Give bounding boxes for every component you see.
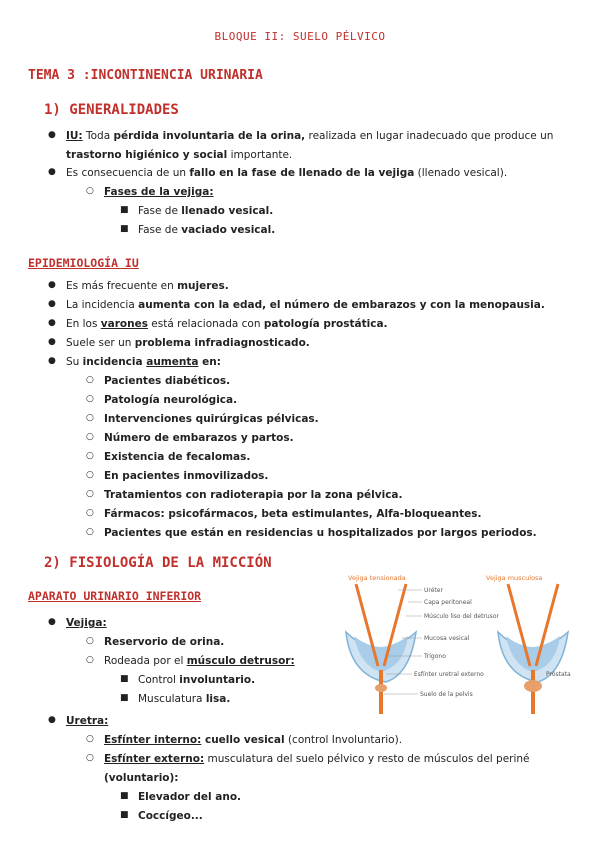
bullet-circle: ○ (86, 186, 94, 196)
figure-right-label: Vejiga musculosa (486, 574, 543, 582)
epi-item: Pacientes que están en residencias u hospitalizados por largos periodos. (104, 527, 537, 539)
epi-item: Fármacos: psicofármacos, beta estimulantes, Alfa-bloqueantes. (104, 508, 482, 520)
fase-vaciado: Fase de vaciado vesical. (138, 224, 276, 236)
epi-item: Existencia de fecalomas. (104, 451, 251, 463)
consecuencia-line: Es consecuencia de un fallo en la fase de llenado de la vejiga (llenado vesical). (66, 167, 508, 179)
figure-label: Capa peritoneal (424, 599, 472, 606)
bullet-circle: ○ (86, 413, 94, 423)
vejiga-reservorio: Reservorio de orina. (104, 636, 225, 648)
bullet-square: ■ (120, 205, 129, 215)
bullet-square: ■ (120, 693, 129, 703)
bullet-circle: ○ (86, 375, 94, 385)
bullet-circle: ○ (86, 734, 94, 744)
figure-left-label: Vejiga tensionada (348, 574, 406, 582)
figure-label: Trígono (424, 653, 446, 660)
bullet-circle: ○ (86, 527, 94, 537)
musculatura-lisa: Musculatura lisa. (138, 693, 231, 705)
bullet-square: ■ (120, 674, 129, 684)
bladder-anatomy-figure (338, 570, 578, 720)
bullet-dot: ● (48, 318, 56, 328)
bullet-dot: ● (48, 280, 56, 290)
bullet-dot: ● (48, 130, 56, 140)
epi-line-3: En los varones está relacionada con patología prostática. (66, 318, 388, 330)
bullet-circle: ○ (86, 394, 94, 404)
epi-line-4: Suele ser un problema infradiagnosticado. (66, 337, 310, 349)
epi-item: En pacientes inmovilizados. (104, 470, 269, 482)
bullet-circle: ○ (86, 655, 94, 665)
bullet-dot: ● (48, 617, 56, 627)
bullet-square: ■ (120, 224, 129, 234)
epi-line-2: La incidencia aumenta con la edad, el número de embarazos y con la menopausia. (66, 299, 545, 311)
epi-item: Tratamientos con radioterapia por la zona pélvica. (104, 489, 403, 501)
bullet-circle: ○ (86, 470, 94, 480)
epi-line-5: Su incidencia aumenta en: (66, 356, 221, 368)
epi-item: Intervenciones quirúrgicas pélvicas. (104, 413, 319, 425)
uretra-label: Uretra: (66, 715, 109, 727)
elevador-ano: Elevador del ano. (138, 791, 242, 803)
right-prostate (524, 680, 542, 692)
epi-item: Número de embarazos y partos. (104, 432, 294, 444)
figure-label: Músculo liso del detrusor (424, 613, 499, 620)
control-involuntario: Control involuntario. (138, 674, 256, 686)
bullet-square: ■ (120, 810, 129, 820)
figure-side-label: Próstata (546, 671, 571, 678)
esfinter-interno: Esfínter interno: cuello vesical (control Involuntario). (104, 734, 403, 746)
page-header-title: BLOQUE II: SUELO PÉLVICO (214, 30, 386, 43)
bullet-dot: ● (48, 715, 56, 725)
tema-title: TEMA 3 :INCONTINENCIA URINARIA (28, 68, 263, 83)
bullet-circle: ○ (86, 432, 94, 442)
epidemiologia-title: EPIDEMIOLOGÍA IU (28, 256, 139, 270)
bullet-dot: ● (48, 299, 56, 309)
esfinter-externo-cont: (voluntario): (104, 772, 179, 784)
left-sphincter (375, 684, 387, 692)
coccigeo: Coccígeo... (138, 810, 203, 822)
iu-definition: IU: Toda pérdida involuntaria de la orina, realizada en lugar inadecuado que produce un (66, 130, 554, 142)
bullet-circle: ○ (86, 508, 94, 518)
bullet-dot: ● (48, 337, 56, 347)
bullet-circle: ○ (86, 451, 94, 461)
figure-label: Esfínter uretral externo (414, 671, 484, 678)
bullet-dot: ● (48, 356, 56, 366)
bullet-circle: ○ (86, 753, 94, 763)
vejiga-rodeada: Rodeada por el músculo detrusor: (104, 655, 295, 667)
vejiga-label: Vejiga: (66, 617, 107, 629)
bullet-square: ■ (120, 791, 129, 801)
esfinter-externo: Esfínter externo: musculatura del suelo pélvico y resto de músculos del periné (104, 753, 530, 765)
section1-title: 1) GENERALIDADES (44, 102, 179, 118)
iu-definition-cont: trastorno higiénico y social importante. (66, 149, 293, 161)
figure-label: Mucosa vesical (424, 635, 470, 642)
epi-item: Patología neurológica. (104, 394, 238, 406)
aparato-title: APARATO URINARIO INFERIOR (28, 589, 202, 603)
bullet-circle: ○ (86, 489, 94, 499)
figure-label: Suelo de la pelvis (420, 691, 473, 698)
fase-llenado: Fase de llenado vesical. (138, 205, 274, 217)
bullet-circle: ○ (86, 636, 94, 646)
figure-label: Uréter (424, 587, 443, 594)
epi-line-1: Es más frecuente en mujeres. (66, 280, 229, 292)
bullet-dot: ● (48, 167, 56, 177)
epi-item: Pacientes diabéticos. (104, 375, 231, 387)
section2-title: 2) FISIOLOGÍA DE LA MICCIÓN (44, 555, 272, 571)
fases-label: Fases de la vejiga: (104, 186, 214, 198)
